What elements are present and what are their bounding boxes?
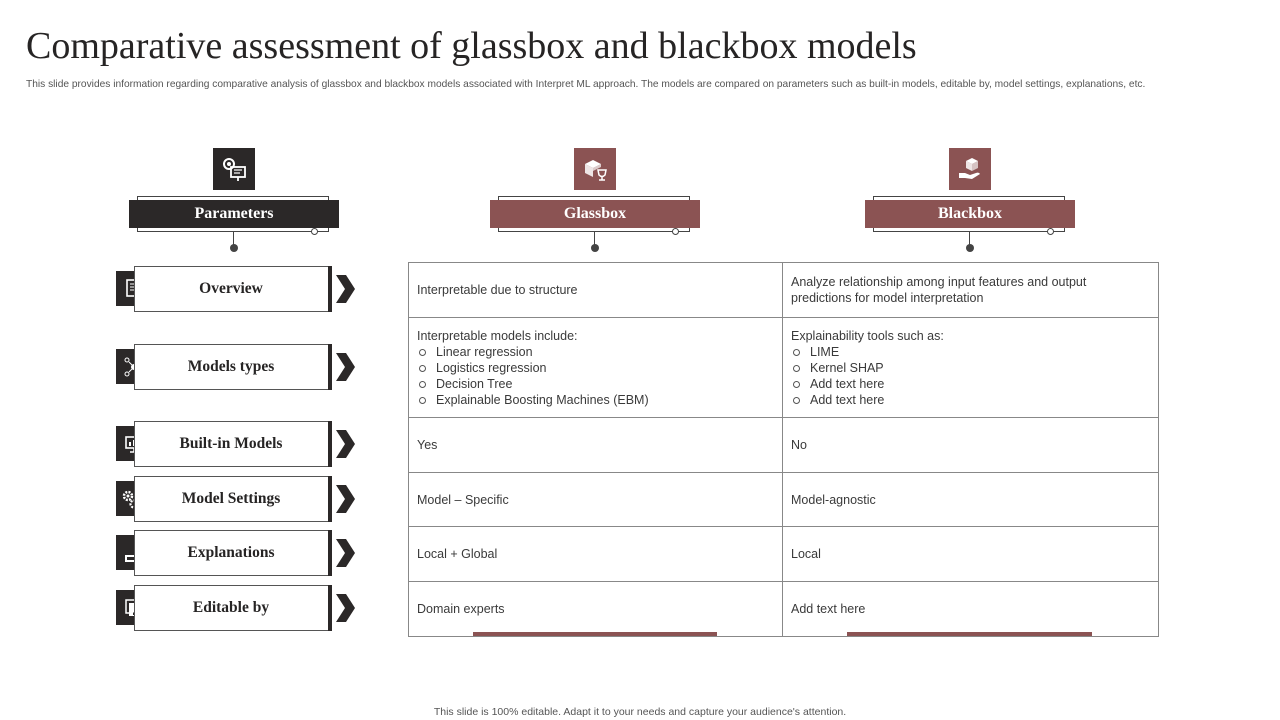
bullet-list [791,344,1150,408]
header-glassbox [490,148,700,258]
list-item: Logistics regression [417,360,774,376]
chevron-right-icon [334,275,356,303]
list-item: Add text here [791,376,1150,392]
parameter-label: Explanations [187,544,275,561]
blackbox-cell: Add text here [783,582,1159,637]
list-item: LIME [791,344,1150,360]
blackbox-cell: Model-agnostic [783,473,1159,527]
glassbox-cell: Model – Specific [409,473,783,527]
parameter-row-built-in-models [116,421,356,467]
list-item: Add text here [791,392,1150,408]
table-row [409,418,1159,473]
parameter-label: Models types [187,358,275,375]
box-glass-icon [574,148,616,190]
glassbox-cell: Yes [409,418,783,473]
parameter-row-model-settings [116,476,356,522]
list-item: Decision Tree [417,376,774,392]
glassbox-cell: Interpretable due to structure [409,263,783,318]
chevron-right-icon [334,594,356,622]
parameter-label: Overview [199,280,263,297]
blackbox-cell: Analyze relationship among input features and output predictions for model interpretation [783,263,1159,318]
header-label: Glassbox [490,200,700,228]
slide-subtitle: This slide provides information regarding comparative analysis of glassbox and blackbox models associated with Interpret ML approach. The models are compared on parameters such as built-in models, editable by, model settings, explanations, etc. [26,79,1146,90]
parameter-row-editable-by [116,585,356,631]
blackbox-cell [783,318,1159,418]
hand-box-icon [949,148,991,190]
chevron-right-icon [334,485,356,513]
header-label: Blackbox [865,200,1075,228]
glassbox-cell: Local + Global [409,527,783,582]
cell-intro: Interpretable models include: [417,328,578,343]
bullet-list [417,344,774,408]
parameter-row-explanations [116,530,356,576]
glassbox-cell: Domain experts [409,582,783,637]
comparison-table [408,262,1159,637]
glassbox-cell [409,318,783,418]
parameter-label: Built-in Models [179,435,283,452]
table-row [409,527,1159,582]
chevron-right-icon [334,539,356,567]
blackbox-accent-bar [847,632,1092,636]
list-item: Kernel SHAP [791,360,1150,376]
header-parameters [129,148,339,258]
blackbox-cell: Local [783,527,1159,582]
header-label: Parameters [129,200,339,228]
list-item: Explainable Boosting Machines (EBM) [417,392,774,408]
list-item: Linear regression [417,344,774,360]
cell-intro: Explainability tools such as: [791,328,944,343]
parameter-label: Editable by [192,599,270,616]
table-row [409,473,1159,527]
parameter-row-overview [116,266,356,312]
parameter-row-models-types [116,344,356,390]
header-blackbox [865,148,1075,258]
table-row [409,263,1159,318]
parameter-label: Model Settings [181,490,281,507]
monitor-gear-icon [213,148,255,190]
table-row [409,318,1159,418]
slide-footer: This slide is 100% editable. Adapt it to your needs and capture your audience's attention. [433,706,847,718]
slide-title: Comparative assessment of glassbox and blackbox models [26,25,917,67]
glassbox-accent-bar [473,632,717,636]
table-row [409,582,1159,637]
chevron-right-icon [334,430,356,458]
blackbox-cell: No [783,418,1159,473]
chevron-right-icon [334,353,356,381]
